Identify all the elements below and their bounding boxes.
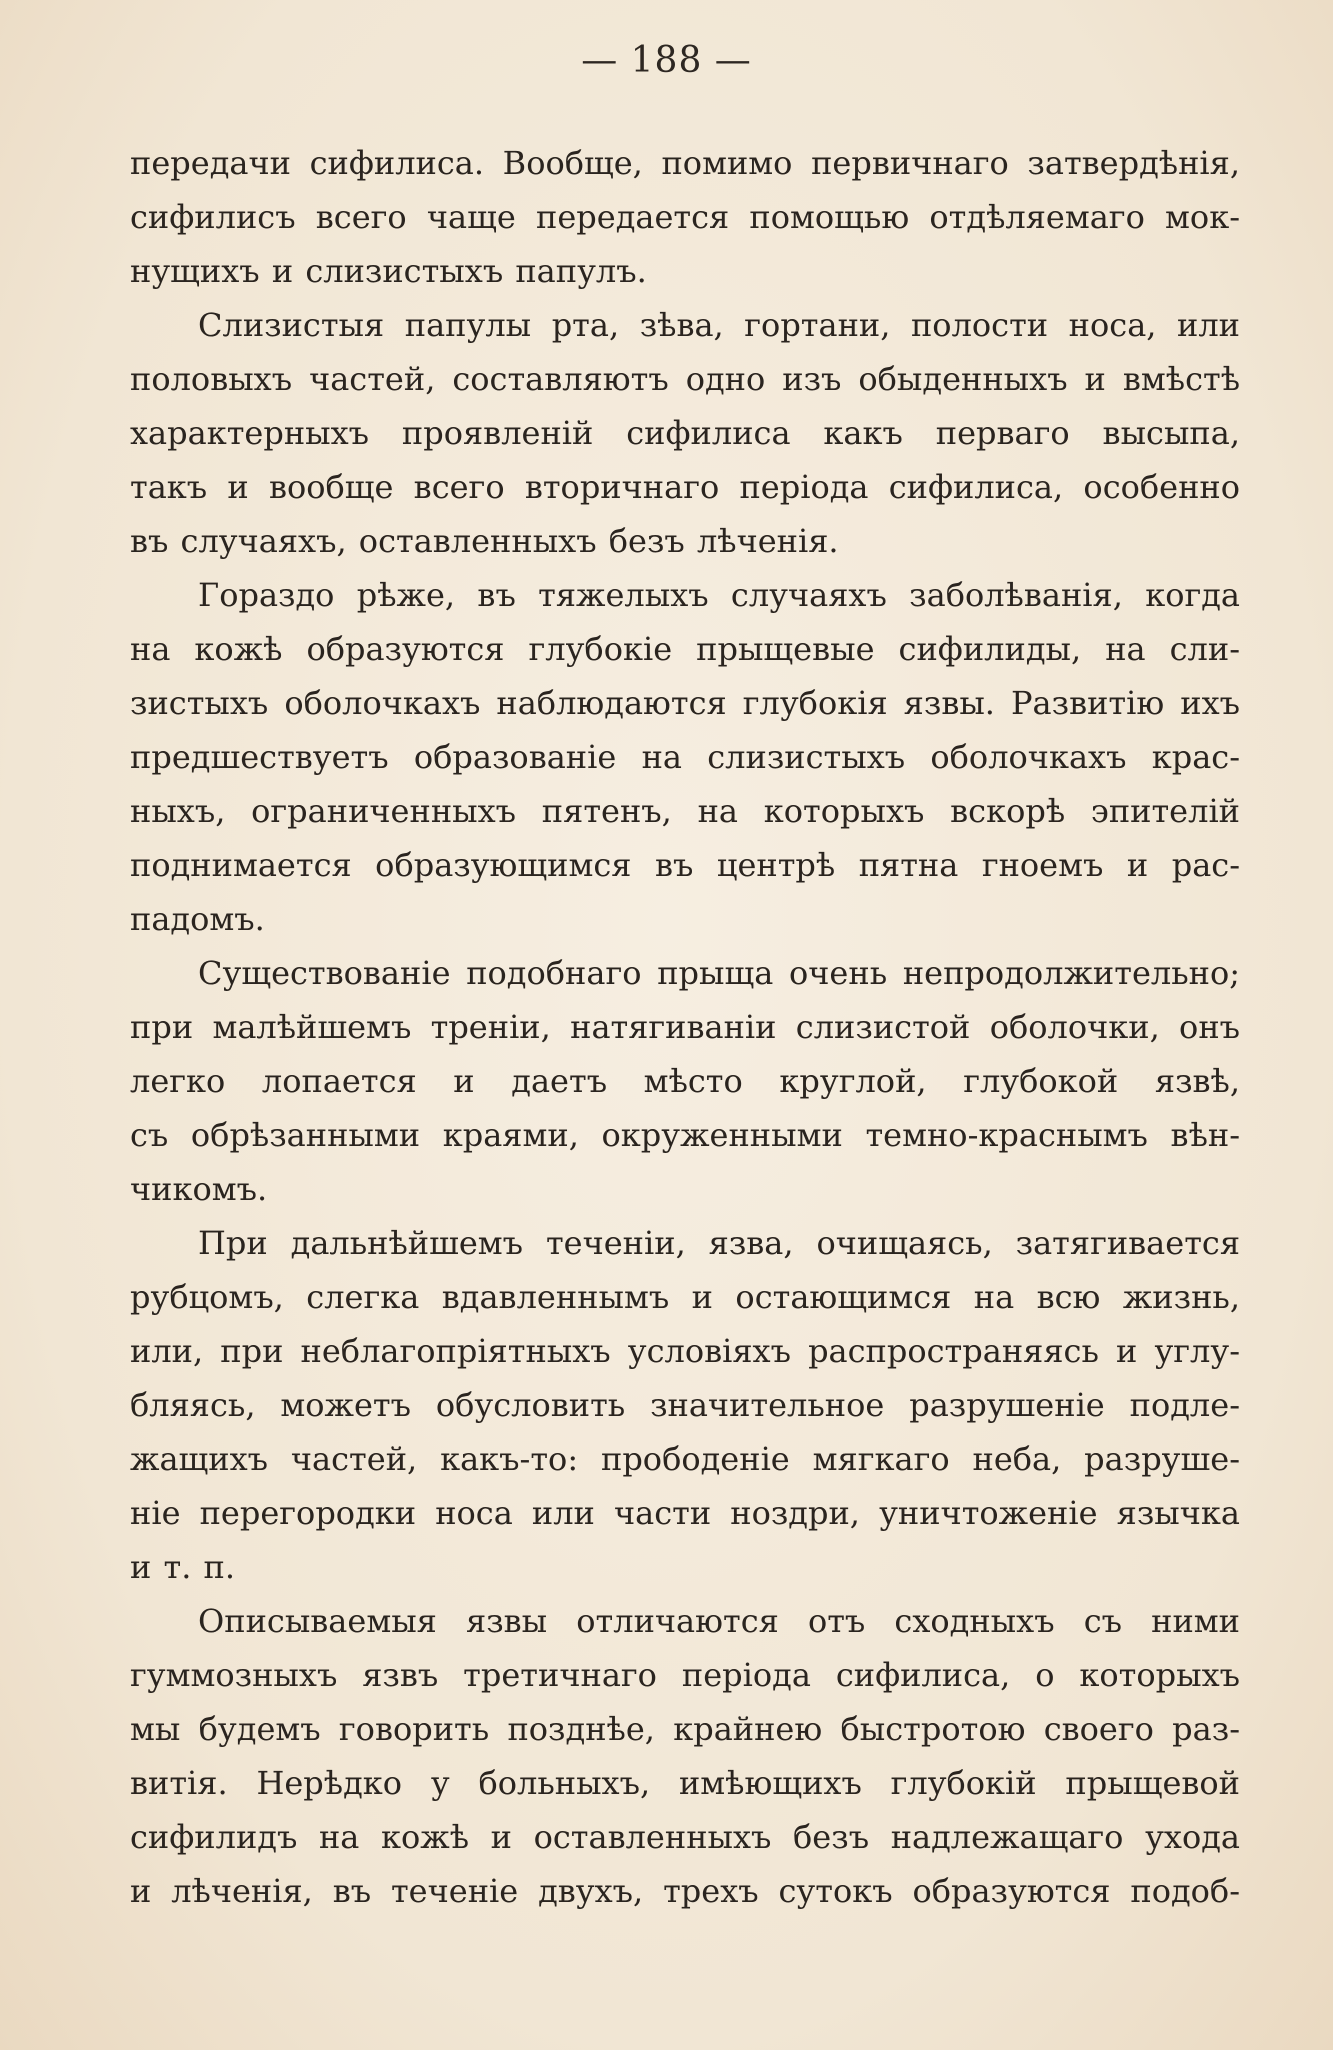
text-line: легко лопается и даетъ мѣсто круглой, глубокой язвѣ, [130, 1062, 1240, 1100]
text-line: предшествуетъ образованіе на слизистыхъ оболочкахъ крас- [130, 738, 1240, 776]
text-line: съ обрѣзанными краями, окруженными темно-краснымъ вѣн- [130, 1116, 1240, 1154]
text-line: мы будемъ говорить позднѣе, крайнею быстротою своего раз- [130, 1710, 1240, 1748]
text-line: гуммозныхъ язвъ третичнаго періода сифилиса, о которыхъ [130, 1656, 1240, 1694]
paragraph [130, 1216, 1240, 1594]
text-line: характерныхъ проявленій сифилиса какъ перваго высыпа, [130, 414, 1240, 452]
text-line: при малѣйшемъ треніи, натягиваніи слизистой оболочки, онъ [130, 1008, 1240, 1046]
text-line: зистыхъ оболочкахъ наблюдаются глубокія язвы. Развитію ихъ [130, 684, 1240, 722]
text-line: въ случаяхъ, оставленныхъ безъ лѣченія. [130, 522, 839, 560]
text-line: ніе перегородки носа или части ноздри, уничтоженіе язычка [130, 1494, 1240, 1532]
text-line: или, при неблагопріятныхъ условіяхъ распространяясь и углу- [130, 1332, 1240, 1370]
text-line: ныхъ, ограниченныхъ пятенъ, на которыхъ вскорѣ эпителій [130, 792, 1240, 830]
text-line: такъ и вообще всего вторичнаго періода сифилиса, особенно [130, 468, 1240, 506]
text-line: Существованіе подобнаго прыща очень непродолжительно; [198, 954, 1240, 992]
paragraph [130, 946, 1240, 1216]
text-line: витія. Нерѣдко у больныхъ, имѣющихъ глубокій прыщевой [130, 1764, 1240, 1802]
text-line: Слизистыя папулы рта, зѣва, гортани, полости носа, или [198, 306, 1240, 344]
paragraph [130, 136, 1240, 298]
text-line: нущихъ и слизистыхъ папулъ. [130, 252, 647, 290]
text-line: сифилисъ всего чаще передается помощью отдѣляемаго мок- [130, 198, 1240, 236]
text-line: жащихъ частей, какъ-то: прободеніе мягкаго неба, разруше- [130, 1440, 1240, 1478]
text-line: передачи сифилиса. Вообще, помимо первичнаго затвердѣнія, [130, 144, 1240, 182]
text-line: падомъ. [130, 900, 265, 938]
text-line: на кожѣ образуются глубокіе прыщевые сифилиды, на сли- [130, 630, 1240, 668]
page-number: — 188 — [581, 40, 752, 81]
text-line: бляясь, можетъ обусловить значительное разрушеніе подле- [130, 1386, 1240, 1424]
text-line: Гораздо рѣже, въ тяжелыхъ случаяхъ заболѣванія, когда [198, 576, 1240, 614]
text-line: поднимается образующимся въ центрѣ пятна гноемъ и рас- [130, 846, 1240, 884]
page-body [130, 136, 1240, 1918]
text-line: сифилидъ на кожѣ и оставленныхъ безъ надлежащаго ухода [130, 1818, 1240, 1856]
text-line: рубцомъ, слегка вдавленнымъ и остающимся на всю жизнь, [130, 1278, 1240, 1316]
text-line: и т. п. [130, 1548, 236, 1586]
text-line: половыхъ частей, составляютъ одно изъ обыденныхъ и вмѣстѣ [130, 360, 1240, 398]
paragraph [130, 568, 1240, 946]
text-line: и лѣченія, въ теченіе двухъ, трехъ сутокъ образуются подоб- [130, 1872, 1240, 1910]
text-line: При дальнѣйшемъ теченіи, язва, очищаясь, затягивается [198, 1224, 1240, 1262]
text-line: чикомъ. [130, 1170, 268, 1208]
text-line: Описываемыя язвы отличаются отъ сходныхъ съ ними [198, 1602, 1240, 1640]
paragraph [130, 1594, 1240, 1918]
paragraph [130, 298, 1240, 568]
